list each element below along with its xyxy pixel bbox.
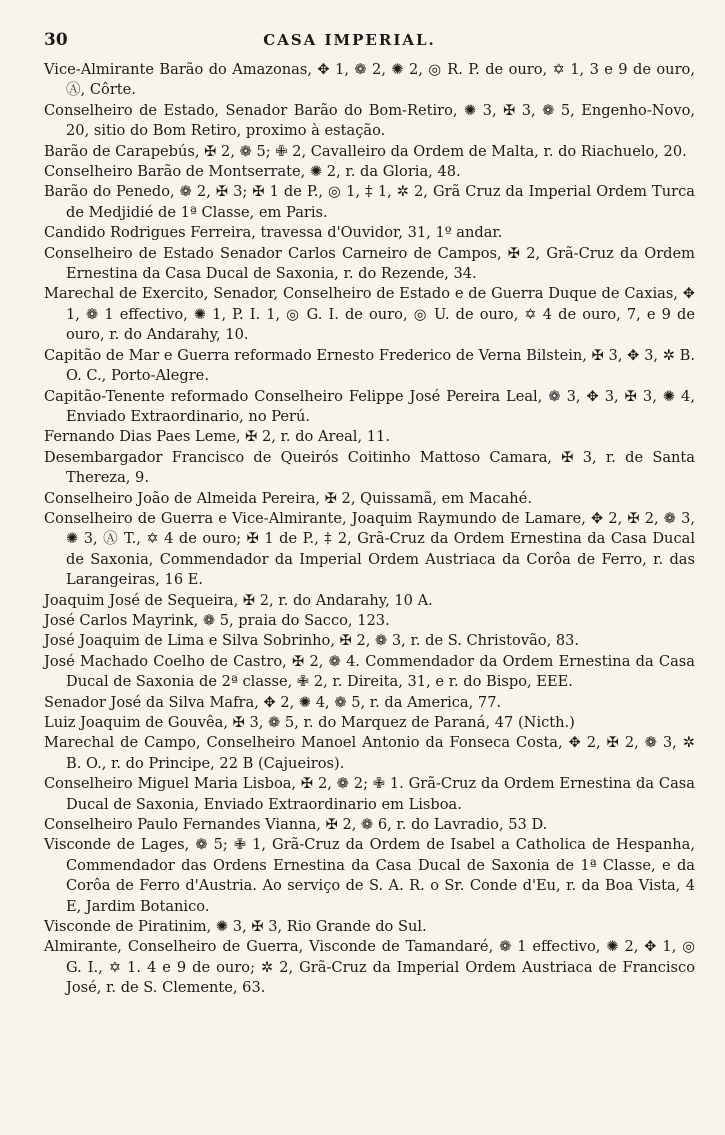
directory-entry: Barão de Carapebús, ✠ 2, ❁ 5; ✙ 2, Cavalleiro da Ordem de Malta, r. do Riachuelo, 20. — [44, 142, 687, 160]
directory-entry: Conselheiro Miguel Maria Lisboa, ✠ 2, ❁ 2; ✙ 1. Grã-Cruz da Ordem Ernestina da Casa Ducal de Saxonia, Enviado Extraordinario em Lisboa. — [44, 775, 695, 813]
directory-entry: Candido Rodrigues Ferreira, travessa d'Ouvidor, 31, 1º andar. — [44, 224, 503, 242]
directory-entry: Conselheiro de Guerra e Vice-Almirante, Joaquim Raymundo de Lamare, ✥ 2, ✠ 2, ❁ 3, ✺ 3, Ⓐ T., ✡ 4 de ouro; ✠ 1 de P., ‡ 2, Grã-Cruz da Ordem Ernestina da Casa Ducal de Saxonia, Commendador da Imperial Ordem Austriaca da Corôa de Ferro, r. das Larangeiras, 16 E. — [44, 509, 695, 589]
entry-list — [44, 60, 695, 999]
directory-entry: Conselheiro João de Almeida Pereira, ✠ 2, Quissamã, em Macahé. — [44, 489, 532, 507]
page-header — [44, 30, 695, 58]
page-number: 30 — [44, 30, 68, 50]
directory-entry: Marechal de Campo, Conselheiro Manoel Antonio da Fonseca Costa, ✥ 2, ✠ 2, ❁ 3, ✲ B. O., r. do Principe, 22 B (Cajueiros). — [44, 734, 695, 772]
directory-entry: Visconde de Piratinim, ✺ 3, ✠ 3, Rio Grande do Sul. — [44, 918, 427, 936]
directory-entry: Visconde de Lages, ❁ 5; ✙ 1, Grã-Cruz da Ordem de Isabel a Catholica de Hespanha, Commendador das Ordens Ernestina da Casa Ducal de Saxonia de 1ª Classe, e da Corôa de Ferro d'Austria. Ao serviço de S. A. R. o Sr. Conde d'Eu, r. da Boa Vista, 4 E, Jardim Botanico. — [44, 836, 695, 915]
directory-entry: Vice-Almirante Barão do Amazonas, ✥ 1, ❁ 2, ✺ 2, ◎ R. P. de ouro, ✡ 1, 3 e 9 de ouro, Ⓐ, Côrte. — [44, 61, 695, 99]
directory-entry: Capitão-Tenente reformado Conselheiro Felippe José Pereira Leal, ❁ 3, ✥ 3, ✠ 3, ✺ 4, Enviado Extraordinario, no Perú. — [44, 387, 695, 425]
directory-entry: Conselheiro de Estado Senador Carlos Carneiro de Campos, ✠ 2, Grã-Cruz da Ordem Ernestina da Casa Ducal de Saxonia, r. do Rezende, 34. — [44, 244, 695, 283]
directory-entry: Conselheiro Barão de Montserrate, ✺ 2, r. da Gloria, 48. — [44, 163, 461, 181]
directory-entry: José Joaquim de Lima e Silva Sobrinho, ✠ 2, ❁ 3, r. de S. Christovão, 83. — [44, 632, 580, 650]
directory-entry: Senador José da Silva Mafra, ✥ 2, ✺ 4, ❁ 5, r. da America, 77. — [44, 693, 502, 711]
running-title: CASA IMPERIAL. — [263, 31, 436, 49]
directory-entry: Joaquim José de Sequeira, ✠ 2, r. do Andarahy, 10 A. — [44, 591, 433, 609]
directory-entry: Conselheiro Paulo Fernandes Vianna, ✠ 2, ❁ 6, r. do Lavradio, 53 D. — [44, 816, 548, 834]
directory-entry: Capitão de Mar e Guerra reformado Ernesto Frederico de Verna Bilstein, ✠ 3, ✥ 3, ✲ B. O. C., Porto-Alegre. — [44, 346, 695, 385]
directory-entry: Marechal de Exercito, Senador, Conselheiro de Estado e de Guerra Duque de Caxias, ✥ 1, ❁ 1 effectivo, ✺ 1, P. I. 1, ◎ G. I. de ouro, ◎ U. de ouro, ✡ 4 de ouro, 7, e 9 de ouro, r. do Andarahy, 10. — [44, 285, 695, 344]
directory-entry: Conselheiro de Estado, Senador Barão do Bom-Retiro, ✺ 3, ✠ 3, ❁ 5, Engenho-Novo, 20, sitio do Bom Retiro, proximo à estação. — [44, 101, 695, 140]
directory-entry: José Machado Coelho de Castro, ✠ 2, ❁ 4. Commendador da Ordem Ernestina da Casa Ducal de Saxonia de 2ª classe, ✙ 2, r. Direita, 31, e r. do Bispo, EEE. — [44, 652, 695, 691]
directory-entry: Desembargador Francisco de Queirós Coitinho Mattoso Camara, ✠ 3, r. de Santa Thereza, 9. — [44, 448, 695, 487]
directory-entry: Luiz Joaquim de Gouvêa, ✠ 3, ❁ 5, r. do Marquez de Paraná, 47 (Nicth.) — [44, 714, 575, 731]
directory-entry: Almirante, Conselheiro de Guerra, Visconde de Tamandaré, ❁ 1 effectivo, ✺ 2, ✥ 1, ◎ G. I., ✡ 1. 4 e 9 de ouro; ✲ 2, Grã-Cruz da Imperial Ordem Austriaca de Francisco José, r. de S. Clemente, 63. — [44, 938, 695, 997]
directory-entry: Fernando Dias Paes Leme, ✠ 2, r. do Areal, 11. — [44, 428, 390, 446]
directory-entry: Barão do Penedo, ❁ 2, ✠ 3; ✠ 1 de P., ◎ 1, ‡ 1, ✲ 2, Grã Cruz da Imperial Ordem Turca de Medjidié de 1ª Classe, em Paris. — [44, 183, 695, 221]
directory-entry: José Carlos Mayrink, ❁ 5, praia do Sacco, 123. — [44, 611, 390, 629]
